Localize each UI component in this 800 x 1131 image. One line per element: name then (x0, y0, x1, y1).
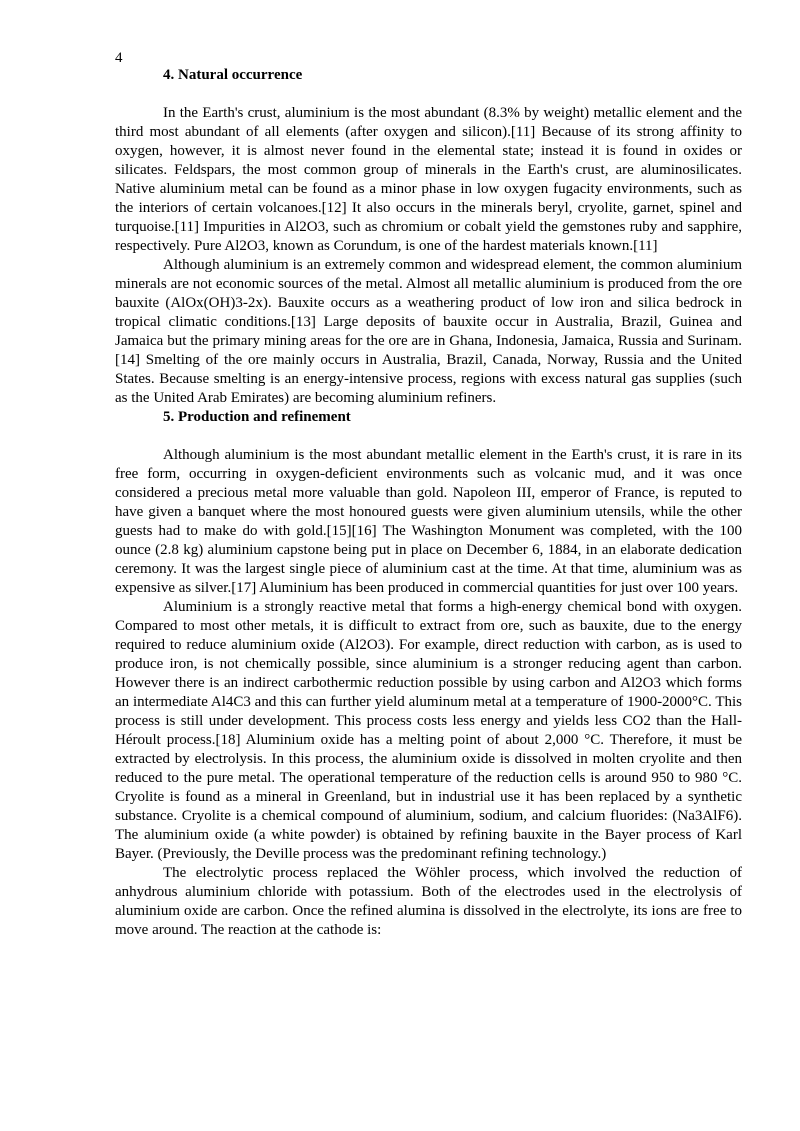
heading-spacer (115, 85, 742, 104)
section-heading-natural-occurrence: 4. Natural occurrence (163, 67, 303, 83)
paragraph: The electrolytic process replaced the Wöhler process, which involved the reduction of anhydrous aluminium chloride with potassium. Both of the electrodes used in the electrolysis of aluminium oxide are carbon. Once the refined alumina is dissolved in the electrolyte, its ions are free to move around. The reaction at the cathode is: (115, 865, 742, 938)
page-number: 4 (115, 50, 123, 66)
heading-spacer (115, 427, 742, 446)
document-page (115, 46, 742, 940)
paragraph: Aluminium is a strongly reactive metal that forms a high-energy chemical bond with oxygen. Compared to most other metals, it is difficult to extract from ore, such as bauxite, due to the energy required to reduce aluminium oxide (Al2O3). For example, direct reduction with carbon, as is used to produce iron, is not chemically possible, since aluminium is a stronger reducing agent than carbon. However there is an indirect carbothermic reduction possible by using carbon and Al2O3 which forms an intermediate Al4C3 and this can further yield aluminum metal at a temperature of 1900-2000°C. This process is still under development. This process costs less energy and yields less CO2 than the Hall-Héroult process.[18] Aluminium oxide has a melting point of about 2,000 °C. Therefore, it must be extracted by electrolysis. In this process, the aluminium oxide is dissolved in molten cryolite and then reduced to the pure metal. The operational temperature of the reduction cells is around 950 to 980 °C. Cryolite is found as a mineral in Greenland, but in industrial use it has been replaced by a synthetic substance. Cryolite is a chemical compound of aluminium, sodium, and calcium fluorides: (Na3AlF6). The aluminium oxide (a white powder) is obtained by refining bauxite in the Bayer process of Karl Bayer. (Previously, the Deville process was the predominant refining technology.) (115, 599, 742, 862)
paragraph: Although aluminium is an extremely common and widespread element, the common aluminium minerals are not economic sources of the metal. Almost all metallic aluminium is produced from the ore bauxite (AlOx(OH)3-2x). Bauxite occurs as a weathering product of low iron and silica bedrock in tropical climatic conditions.[13] Large deposits of bauxite occur in Australia, Brazil, Guinea and Jamaica but the primary mining areas for the ore are in Ghana, Indonesia, Jamaica, Russia and Surinam.[14] Smelting of the ore mainly occurs in Australia, Brazil, Canada, Norway, Russia and the United States. Because smelting is an energy-intensive process, regions with excess natural gas supplies (such as the United Arab Emirates) are becoming aluminium refiners. (115, 257, 742, 406)
section-heading-production-refinement: 5. Production and refinement (163, 409, 351, 425)
paragraph: Although aluminium is the most abundant metallic element in the Earth's crust, it is rare in its free form, occurring in oxygen-deficient environments such as volcanic mud, and it was once considered a precious metal more valuable than gold. Napoleon III, emperor of France, is reputed to have given a banquet where the most honoured guests were given aluminium utensils, while the other guests had to make do with gold.[15][16] The Washington Monument was completed, with the 100 ounce (2.8 kg) aluminium capstone being put in place on December 6, 1884, in an elaborate dedication ceremony. It was the largest single piece of aluminium cast at the time. At that time, aluminium was as expensive as silver.[17] Aluminium has been produced in commercial quantities for just over 100 years. (115, 447, 742, 596)
paragraph: In the Earth's crust, aluminium is the most abundant (8.3% by weight) metallic element and the third most abundant of all elements (after oxygen and silicon).[11] Because of its strong affinity to oxygen, however, it is almost never found in the elemental state; instead it is found in oxides or silicates. Feldspars, the most common group of minerals in the Earth's crust, are aluminosilicates. Native aluminium metal can be found as a minor phase in low oxygen fugacity environments, such as the interiors of certain volcanoes.[12] It also occurs in the minerals beryl, cryolite, garnet, spinel and turquoise.[11] Impurities in Al2O3, such as chromium or cobalt yield the gemstones ruby and sapphire, respectively. Pure Al2O3, known as Corundum, is one of the hardest materials known.[11] (115, 105, 742, 254)
